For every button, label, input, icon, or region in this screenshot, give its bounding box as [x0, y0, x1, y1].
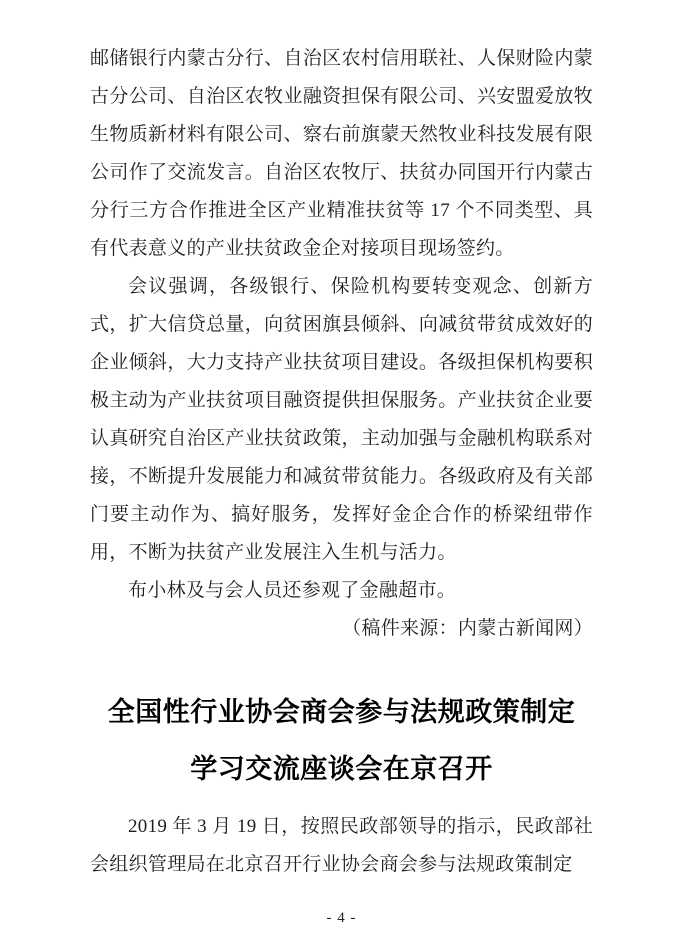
body-paragraph: 会议强调，各级银行、保险机构要转变观念、创新方式，扩大信贷总量，向贫困旗县倾斜、向减贫带贫成效好的企业倾斜，大力支持产业扶贫项目建设。各级担保机构要积极主动为产业扶贫项目融资提供担保服务。产业扶贫企业要认真研究自治区产业扶贫政策，主动加强与金融机构联系对接，不断提升发展能力和减贫带贫能力。各级政府及有关部门要主动作为、搞好服务，发挥好金企合作的桥梁纽带作用，不断为扶贫产业发展注入生机与活力。 — [90, 276, 593, 563]
body-paragraph-continuation: 邮储银行内蒙古分行、自治区农村信用联社、人保财险内蒙古分公司、自治区农牧业融资担保有限公司、兴安盟爱放牧生物质新材料有限公司、察右前旗蒙天然牧业科技发展有限公司作了交流发言。自治区农牧厅、扶贫办同国开行内蒙古分行三方合作推进全区产业精准扶贫等 17 个不同类型、具有代表意义的产业扶贫政金企对接项目现场签约。 — [90, 48, 593, 259]
article-title-line-2: 学习交流座谈会在京召开 — [190, 754, 493, 784]
body-paragraph: 布小林及与会人员还参观了金融超市。 — [128, 580, 457, 601]
page-number: - 4 - — [326, 910, 357, 926]
page-content — [90, 40, 593, 884]
article-title — [90, 684, 593, 798]
article-title-line-1: 全国性行业协会商会参与法规政策制定 — [107, 697, 576, 727]
source-attribution: （稿件来源：内蒙古新闻网） — [342, 618, 593, 639]
body-paragraph: 2019 年 3 月 19 日，按照民政部领导的指示，民政部社会组织管理局在北京召开行业协会商会参与法规政策制定 — [90, 816, 593, 875]
